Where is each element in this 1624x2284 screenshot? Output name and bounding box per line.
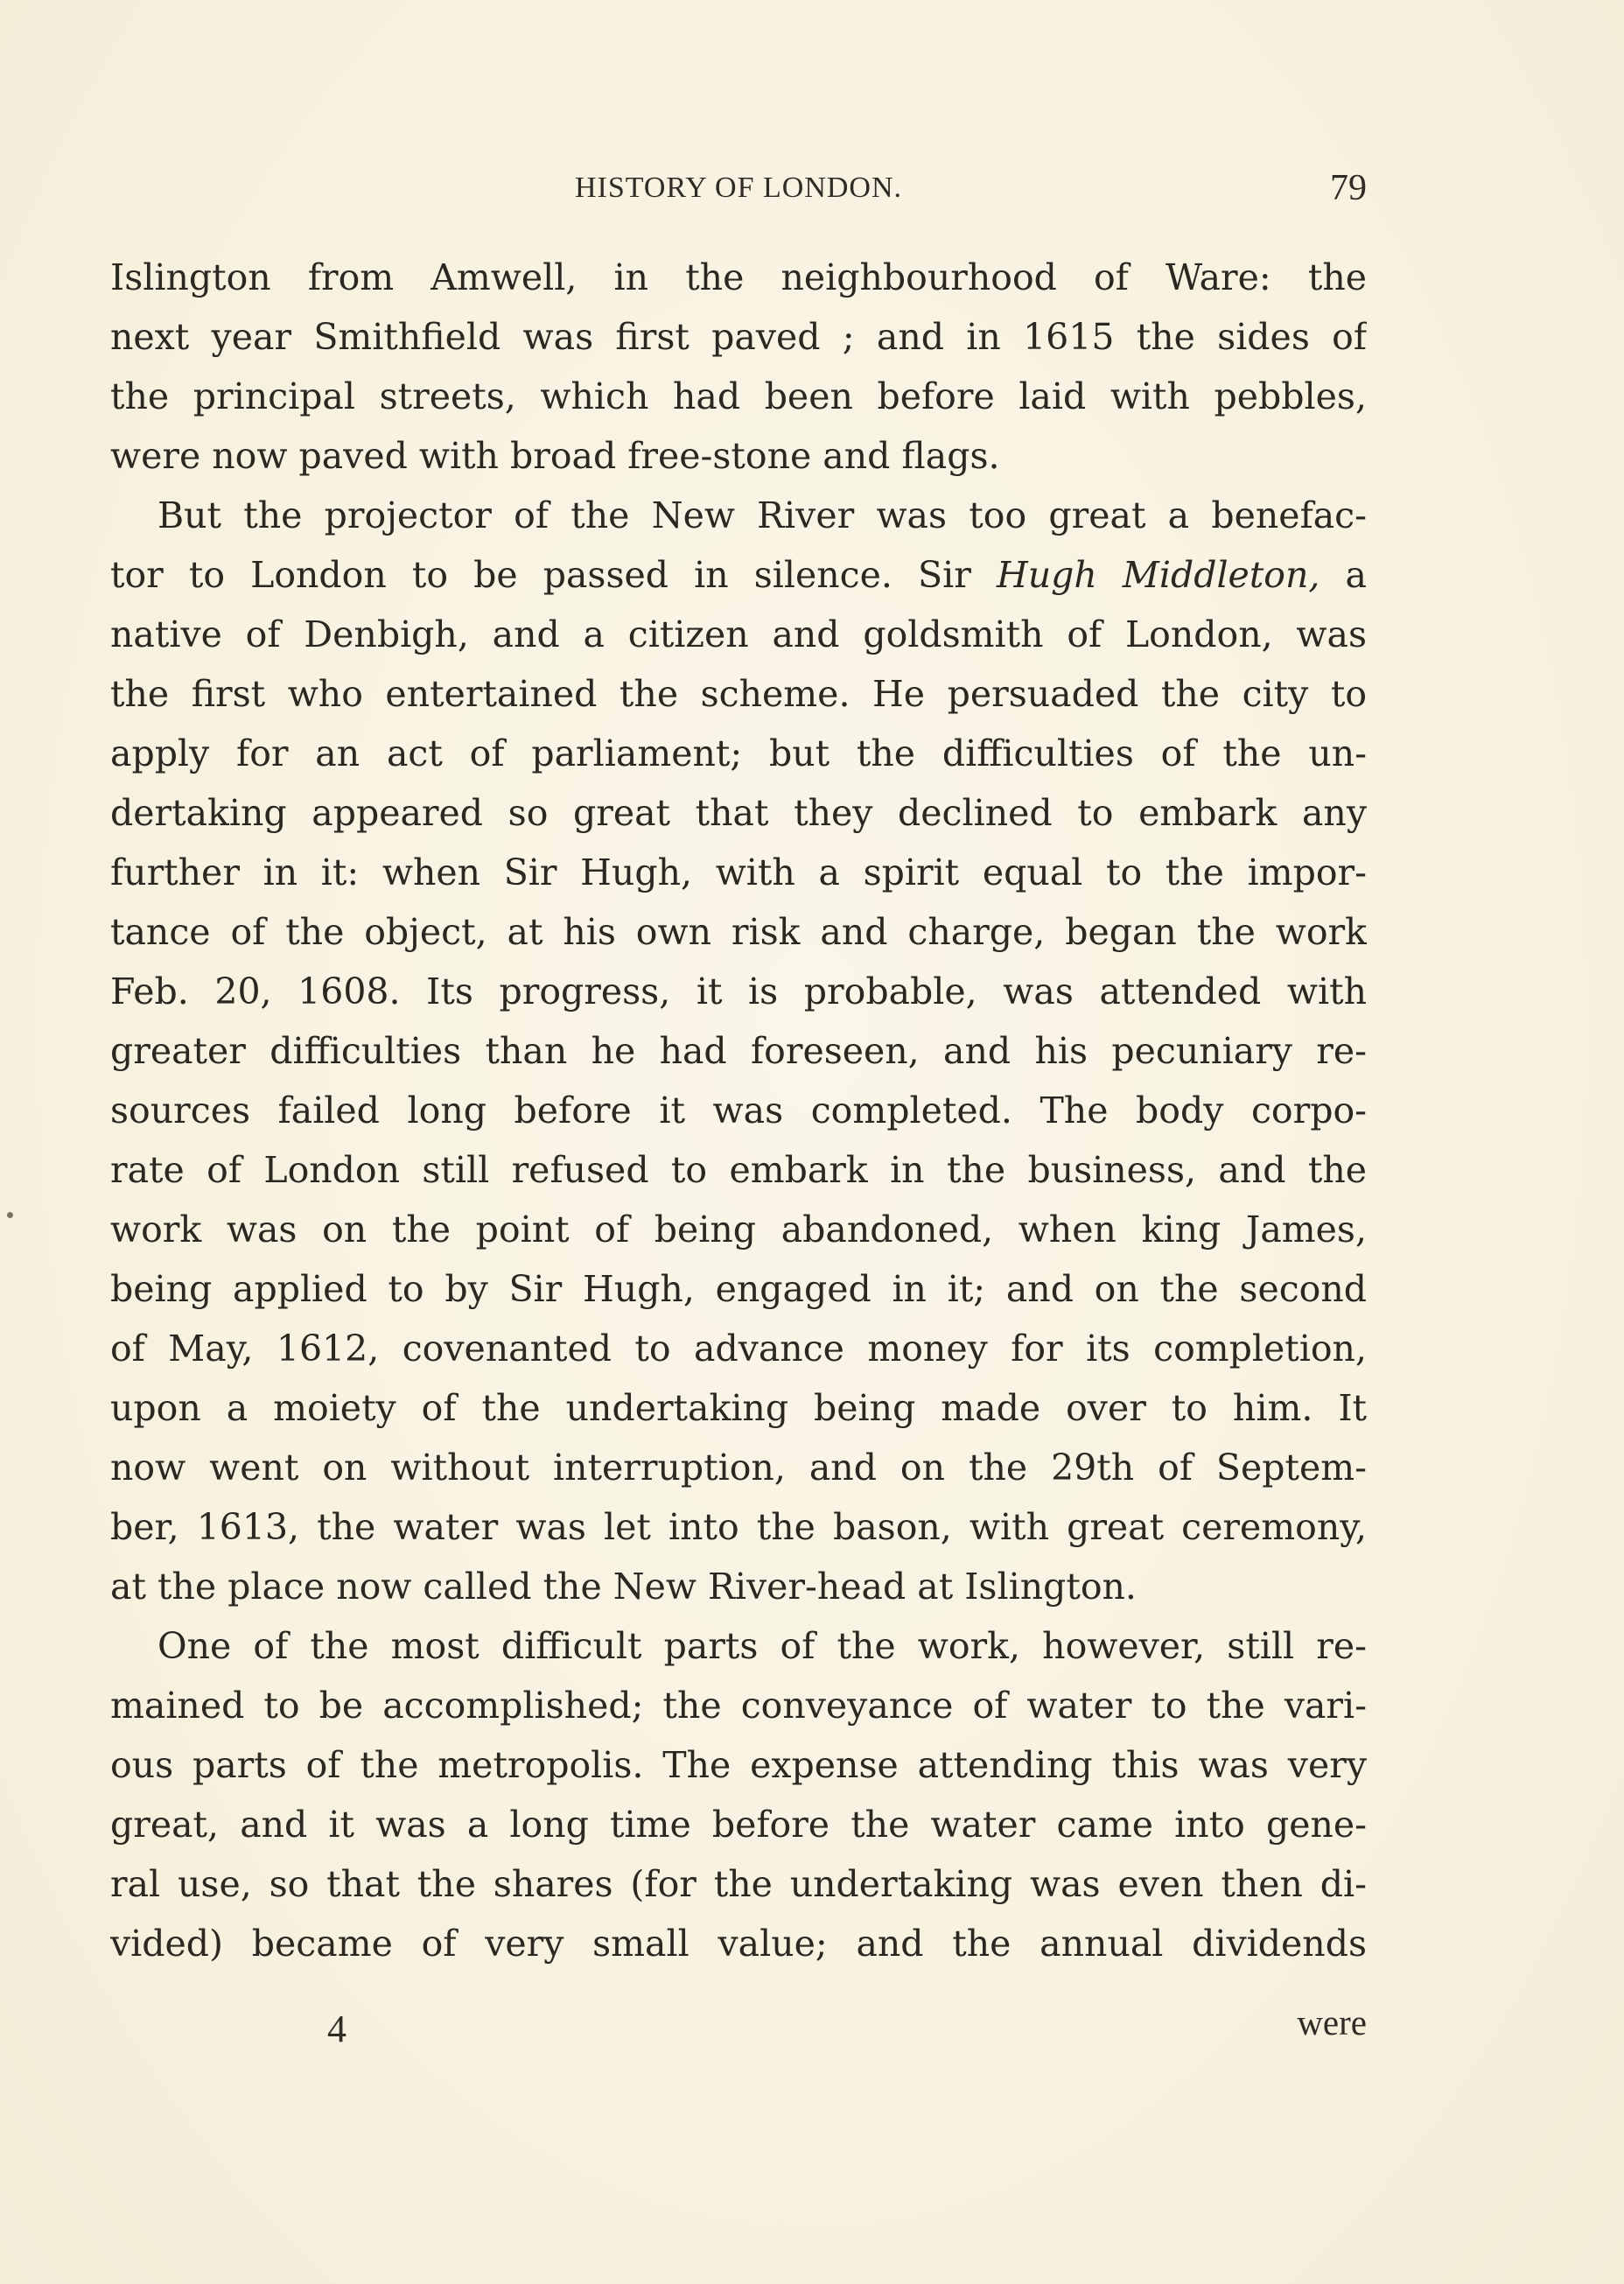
text-line: further in it: when Sir Hugh, with a spirit equal to the impor- <box>110 851 1367 893</box>
text-line: sources failed long before it was completed. The body corpo- <box>110 1089 1367 1131</box>
text-line: great, and it was a long time before the water came into gene- <box>110 1804 1367 1846</box>
running-title: HISTORY OF LONDON. <box>574 172 903 204</box>
text-line: of May, 1612, covenanted to advance money for its completion, <box>110 1328 1367 1370</box>
signature-mark: 4 <box>327 2007 346 2050</box>
page-header <box>110 166 1367 210</box>
page-number: 79 <box>1330 168 1367 208</box>
text-line: native of Denbigh, and a citizen and goldsmith of London, was <box>110 613 1367 655</box>
text-line: greater difficulties than he had foreseen, and his pecuniary re- <box>110 1030 1367 1072</box>
text-line: ous parts of the metropolis. The expense attending this was very <box>110 1744 1367 1786</box>
text-line: the first who entertained the scheme. He persuaded the city to <box>110 673 1367 715</box>
page-footer <box>110 2000 1367 2052</box>
text-line: tance of the object, at his own risk and charge, began the work <box>110 911 1367 953</box>
text-line: ber, 1613, the water was let into the bason, with great ceremony, <box>110 1506 1367 1548</box>
italic-personal-name: Hugh Middleton, <box>996 554 1320 596</box>
catchword: were <box>1297 2002 1367 2042</box>
text-line: were now paved with broad free-stone and flags. <box>110 435 1000 477</box>
text-line: the principal streets, which had been before laid with pebbles, <box>110 375 1367 417</box>
text-segment: a <box>1345 554 1367 596</box>
text-line: being applied to by Sir Hugh, engaged in it; and on the second <box>110 1268 1367 1310</box>
text-line: apply for an act of parliament; but the difficulties of the un- <box>110 732 1367 774</box>
text-line: at the place now called the New River-head at Islington. <box>110 1566 1137 1608</box>
text-segment: tor to London to be passed in silence. <box>110 554 892 596</box>
text-line: work was on the point of being abandoned, when king James, <box>110 1209 1367 1251</box>
text-line: rate of London still refused to embark in the business, and the <box>110 1149 1367 1191</box>
paragraph-start-line: But the projector of the New River was too great a benefac- <box>158 494 1367 536</box>
text-line: now went on without interruption, and on the 29th of Septem- <box>110 1447 1367 1489</box>
text-line: Islington from Amwell, in the neighbourhood of Ware: the <box>110 256 1367 298</box>
text-line: vided) became of very small value; and the annual dividends <box>110 1923 1367 1965</box>
text-line-with-name <box>110 545 1367 605</box>
paper-speck <box>7 1212 13 1218</box>
text-line: dertaking appeared so great that they declined to embark any <box>110 792 1367 834</box>
body-text <box>110 248 1367 1973</box>
text-segment: Sir <box>918 554 971 596</box>
text-line: mained to be accomplished; the conveyance of water to the vari- <box>110 1685 1367 1727</box>
paragraph-start-line: One of the most difficult parts of the work, however, still re- <box>158 1625 1367 1667</box>
text-line: next year Smithfield was first paved ; and in 1615 the sides of <box>110 316 1367 358</box>
text-line: Feb. 20, 1608. Its progress, it is probable, was attended with <box>110 970 1367 1012</box>
text-line: upon a moiety of the undertaking being made over to him. It <box>110 1387 1367 1429</box>
text-line: ral use, so that the shares (for the undertaking was even then di- <box>110 1863 1367 1905</box>
